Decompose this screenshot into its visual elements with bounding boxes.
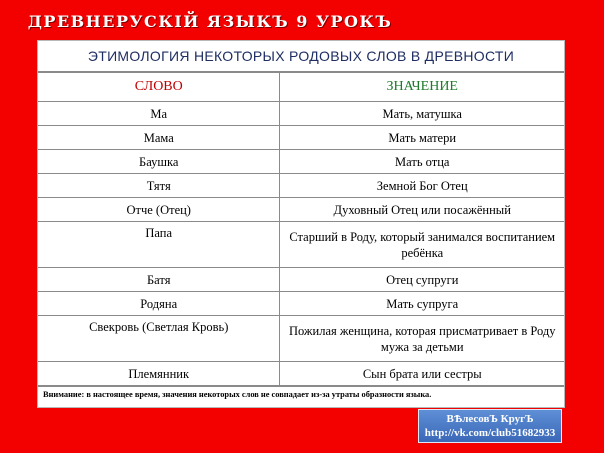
word-cell: Ма [38,102,280,126]
meaning-cell: Пожилая женщина, которая присматривает в Роду мужа за детьми [280,316,564,362]
table-row [38,150,564,174]
word-cell: Мама [38,126,280,150]
etymology-table [38,72,564,386]
word-cell: Родяна [38,292,280,316]
word-cell: Племянник [38,362,280,386]
table-row [38,102,564,126]
word-cell: Свекровь (Светлая Кровь) [38,316,280,362]
table-row [38,126,564,150]
table-row [38,222,564,268]
meaning-cell: Мать, матушка [280,102,564,126]
meaning-cell: Мать матери [280,126,564,150]
word-cell: Баушка [38,150,280,174]
table-row [38,316,564,362]
table-row [38,198,564,222]
column-header-meaning: ЗНАЧЕНИЕ [280,73,564,102]
word-cell: Тятя [38,174,280,198]
table-row [38,174,564,198]
meaning-cell: Мать отца [280,150,564,174]
panel-title: ЭТИМОЛОГИЯ НЕКОТОРЫХ РОДОВЫХ СЛОВ В ДРЕВНОСТИ [38,41,564,72]
source-badge[interactable] [418,409,562,443]
table-header-row [38,73,564,102]
badge-url[interactable]: http://vk.com/club51682933 [424,427,556,439]
word-cell: Папа [38,222,280,268]
etymology-panel [37,40,565,408]
word-cell: Отче (Отец) [38,198,280,222]
word-cell: Батя [38,268,280,292]
column-header-word: СЛОВО [38,73,280,102]
meaning-cell: Отец супруги [280,268,564,292]
meaning-cell: Старший в Роду, который занимался воспитанием ребёнка [280,222,564,268]
badge-name: ВѢлесовЪ КругЪ [446,413,534,425]
meaning-cell: Земной Бог Отец [280,174,564,198]
lesson-heading: ДРЕВНЕРУСКІЙ ЯЗЫКЪ 9 УРОКЪ [27,12,393,31]
meaning-cell: Мать супруга [280,292,564,316]
table-row [38,268,564,292]
table-row [38,362,564,386]
meaning-cell: Духовный Отец или посажённый [280,198,564,222]
meaning-cell: Сын брата или сестры [280,362,564,386]
footnote: Внимание: в настоящее время, значения некоторых слов не совпадает из-за утраты образности языка. [38,386,564,403]
table-row [38,292,564,316]
